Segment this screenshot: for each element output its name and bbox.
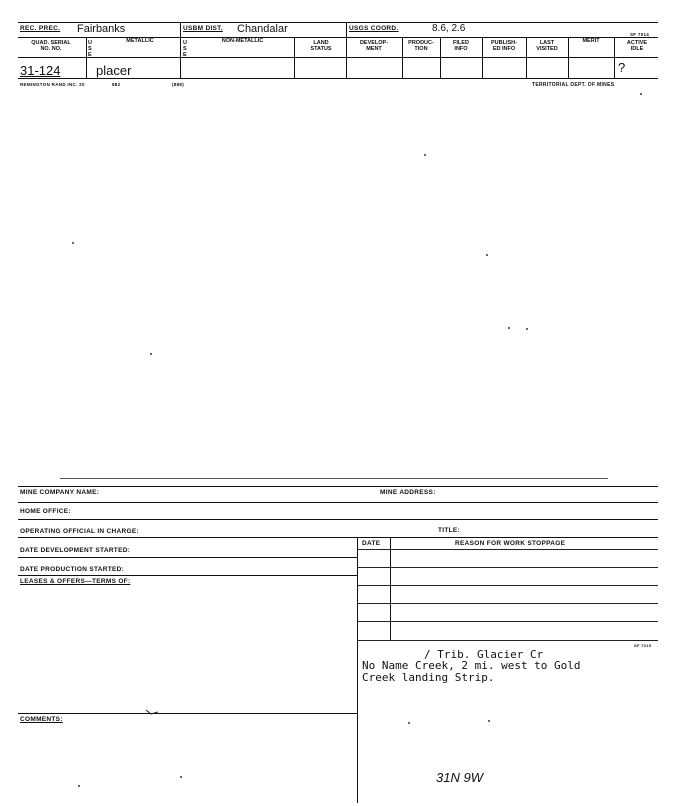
usbm-dist-value: Chandalar	[237, 23, 288, 35]
usgs-coord-value: 8.6, 2.6	[432, 23, 466, 34]
col-active-idle: ACTIVE IDLE	[626, 40, 648, 52]
col-published-info: PUBLISH- ED INFO	[491, 40, 517, 52]
home-office-label: HOME OFFICE:	[20, 508, 71, 515]
comments-label: COMMENTS:	[20, 716, 63, 723]
date-production-label: DATE PRODUCTION STARTED:	[20, 566, 125, 573]
title-label: TITLE:	[438, 527, 461, 534]
col-quad-serial: QUAD. SERIAL NO. NO.	[31, 40, 71, 52]
check-mark	[145, 702, 159, 708]
quad-serial-value: 31-124	[20, 63, 61, 78]
mine-address-label: MINE ADDRESS:	[380, 489, 436, 496]
active-idle-mark: ?	[618, 60, 626, 75]
reason-col-label: REASON FOR WORK STOPPAGE	[455, 540, 566, 547]
leases-label: LEASES & OFFERS—TERMS OF:	[20, 578, 131, 585]
col-development: DEVELOP- MENT	[359, 40, 389, 52]
typed-note-line2: No Name Creek, 2 mi. west to Gold	[362, 659, 581, 672]
mine-company-name-label: MINE COMPANY NAME:	[20, 489, 100, 496]
handwritten-township: 31N 9W	[436, 770, 483, 785]
col-land-status: LAND STATUS	[310, 40, 332, 52]
printer-imprint: REMINGTON RAND INC. 20	[20, 82, 85, 87]
col-use-nonmetallic: U S E	[183, 40, 187, 58]
col-production: PRODUC- TION	[408, 40, 434, 52]
usbm-dist-label: USBM DIST.	[183, 25, 223, 32]
date-development-label: DATE DEVELOPMENT STARTED:	[20, 547, 131, 554]
usgs-coord-label: USGS COORD.	[349, 25, 399, 32]
col-last-visited: LAST VISITED	[536, 40, 558, 52]
rec-prec-value: Fairbanks	[77, 23, 126, 35]
col-non-metallic: NON-METALLIC	[221, 38, 264, 44]
typed-note-line3: Creek landing Strip.	[362, 671, 495, 684]
col-merit: MERIT	[582, 38, 600, 44]
metallic-value: placer	[96, 63, 132, 78]
col-filed-info: FILED INFO	[453, 40, 469, 52]
col-use-metallic: U S E	[88, 40, 92, 58]
rec-prec-label: REC. PREC.	[20, 25, 61, 32]
typed-note-line1: / Trib. Glacier Cr	[424, 648, 544, 661]
col-metallic: METALLIC	[126, 38, 154, 44]
date-col-label: DATE	[362, 540, 381, 547]
form-number-2: SF 7015	[634, 643, 652, 648]
territorial-dept: TERRITORIAL DEPT. OF MINES	[532, 82, 615, 88]
printer-code: 882	[112, 82, 121, 87]
form-number: SF 7014	[630, 32, 650, 37]
operating-official-label: OPERATING OFFICIAL IN CHARGE:	[20, 528, 139, 535]
printer-code-2: (888)	[172, 82, 185, 87]
